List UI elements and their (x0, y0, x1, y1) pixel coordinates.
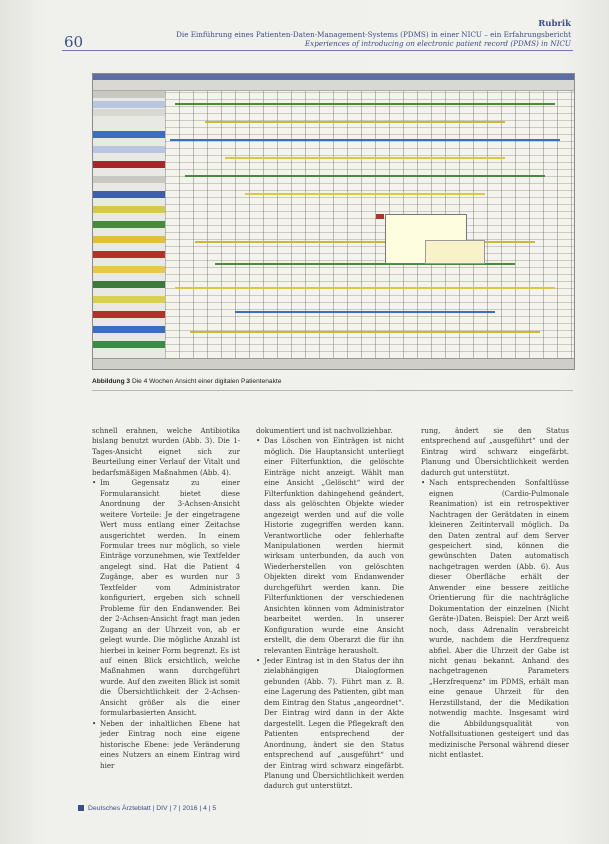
paragraph: schnell erahnen, welche Antibiotika bislang benutzt wurden (Abb. 3). Die 1-Tages-Ansicht eignet sich zur Beurteilung einer Verlauf der Vitalt und bedarfsmäßigen Maßnahmen (Abb. 4). (92, 426, 240, 477)
screenshot-timeline-grid (165, 91, 574, 359)
screenshot-detail-popup-secondary (425, 240, 485, 264)
running-header (176, 20, 571, 49)
page-footer (78, 805, 216, 812)
text-column-1 (92, 426, 240, 771)
screenshot-toolbar (93, 80, 574, 91)
footer-square-icon (78, 805, 84, 811)
running-subtitle: Experiences of introducing on electronic patient record (PDMS) in NICU (304, 39, 571, 48)
screenshot-statusbar (93, 358, 574, 369)
bullet-paragraph: • Das Löschen von Einträgen ist nicht möglich. Die Hauptansicht unterliegt einer Filterfunktion, die gelöschte Einträge nicht anzeigt. Wählt man eine Ansicht „Gelöscht“ wird der Filterfunktion dahingehend geändert, dass als gelöschten Objekte wieder angezeigt werden und auf die volle Historie zugegriffen werden kann. Verantwortliche oder fehlerhafte Manipulationen werden hiermit wirksam unterbunden, da auch von Wiederherstellen von gelöschten Objekten direkt vom Endanwender durchgeführt werden kann. Die Filterfunktionen der verschiedenen Ansichten können vom Administrator bearbeitet werden. In unserer Konfiguration wurde eine Ansicht erstellt, die dem Oberarzt die für ihn relevanten Einträge herausholt. (256, 436, 404, 656)
paragraph: rung, ändert sie den Status entsprechend auf „ausgeführt“ und der Eintrag wird schwarz eingefärbt. Planung und Übersichtlichkeit werden dadurch gut unterstützt. (421, 426, 569, 477)
figure-screenshot (92, 73, 575, 370)
screenshot-marker (376, 214, 384, 219)
text-column-2 (256, 426, 404, 792)
page-number: 60 (64, 33, 84, 51)
bullet-paragraph: • Neben der inhaltlichen Ebene hat jeder Eintrag noch eine eigene historische Ebene: jede Veränderung eines Nutzers an einem Eintrag wird hier (92, 719, 240, 771)
figure-caption (92, 378, 281, 385)
bullet-paragraph: • Nach entsprechenden Sonfaltlüsse eignen (Cardio-Pulmonale Reanimation) ist ein retrospektiver Nachtragen der Gerätdaten in einem kleineren Zeitintervall möglich. Da den Daten zentral auf dem Server gespeichert sind, können die gewünschten Daten automatisch nachgetragen werden (Abb. 6). Aus dieser Oberfläche erhält der Anwender eine bessere zeitliche Orientierung für die nachträgliche Dokumentation der einzelnen (Nicht Geräte-)Daten. Beispiel: Der Arzt weiß noch, dass Adrenalin verabreicht wurde, nachdem die Herzfrequenz abfiel. Aber die Uhrzeit der Gabe ist nicht genau bekannt. Anhand des nachgetragenen Parameters „Herzfrequenz“ im PDMS, erhält man eine genaue Uhrzeit für den Herzstillstand, der die Medikation notwendig machte. Insgesamt wird die Abbildungsqualität von Notfallsituationen gesteigert und das medizinische Personal während dieser nicht entlastet. (421, 478, 569, 760)
paragraph: dokumentiert und ist nachvollziehbar. (256, 426, 393, 435)
caption-rule (92, 390, 573, 391)
rubric-label: Rubrik (538, 19, 571, 29)
figure-caption-text: Die 4 Wochen Ansicht einer digitalen Patientenakte (131, 378, 282, 385)
header-rule (62, 50, 573, 51)
screenshot-parameter-list (93, 91, 165, 359)
bullet-paragraph: • Im Gegensatz zu einer Formularansicht bietet diese Anordnung der 3-Achsen-Ansicht weitere Vorteile: Je der eingetragene Wert muss entlang einer Zeitachse ausgerichtet werden. In einem Formular trees nur möglich, so viele Einträge vorzunehmen, wie Textfelder angelegt sind. Hat die Patient 4 Zugänge, aber es wurden nur 3 Textfelder vom Administrator konfiguriert, ergeben sich schnell Probleme für den Endanwender. Bei der 2-Achsen-Ansicht fragt man jeden Zugang an der Uhrzeit von, ab er gelegt wurde. Die mögliche Anzahl ist hierbei in keiner Form begrenzt. Es ist auf einen Blick ersichtlich, welche Maßnahmen wann durchgeführt wurde. Auf den zweiten Blick ist somit die Übersichtlichkeit der 2-Achsen-Ansicht größer als die einer formularbasierten Ansicht. (92, 478, 240, 718)
bullet-paragraph: • Jeder Eintrag ist in den Status der ihn zielabhängigen Dialogformen gebunden (Abb. 7). Führt man z. B. eine Lagerung des Patienten, gibt man dem Eintrag den Status „angeordnet“. Der Eintrag wird dann in der Akte dargestellt. Legen die Pflegekraft den Patienten entsprechend der Anordnung, ändert sie den Status entsprechend auf „ausgeführt“ und der Eintrag wird schwarz eingefärbt. Planung und Übersichtlichkeit werden dadurch gut unterstützt. (256, 656, 404, 792)
figure-label: Abbildung 3 (92, 378, 131, 385)
footer-journal: Deutsches Ärzteblatt | DIV | 7 | 2016 | 4 | 5 (88, 805, 217, 812)
running-title: Die Einführung eines Patienten-Daten-Management-Systems (PDMS) in einer NICU – ein Erfahrungsbericht (176, 29, 571, 39)
text-column-3 (421, 426, 569, 761)
